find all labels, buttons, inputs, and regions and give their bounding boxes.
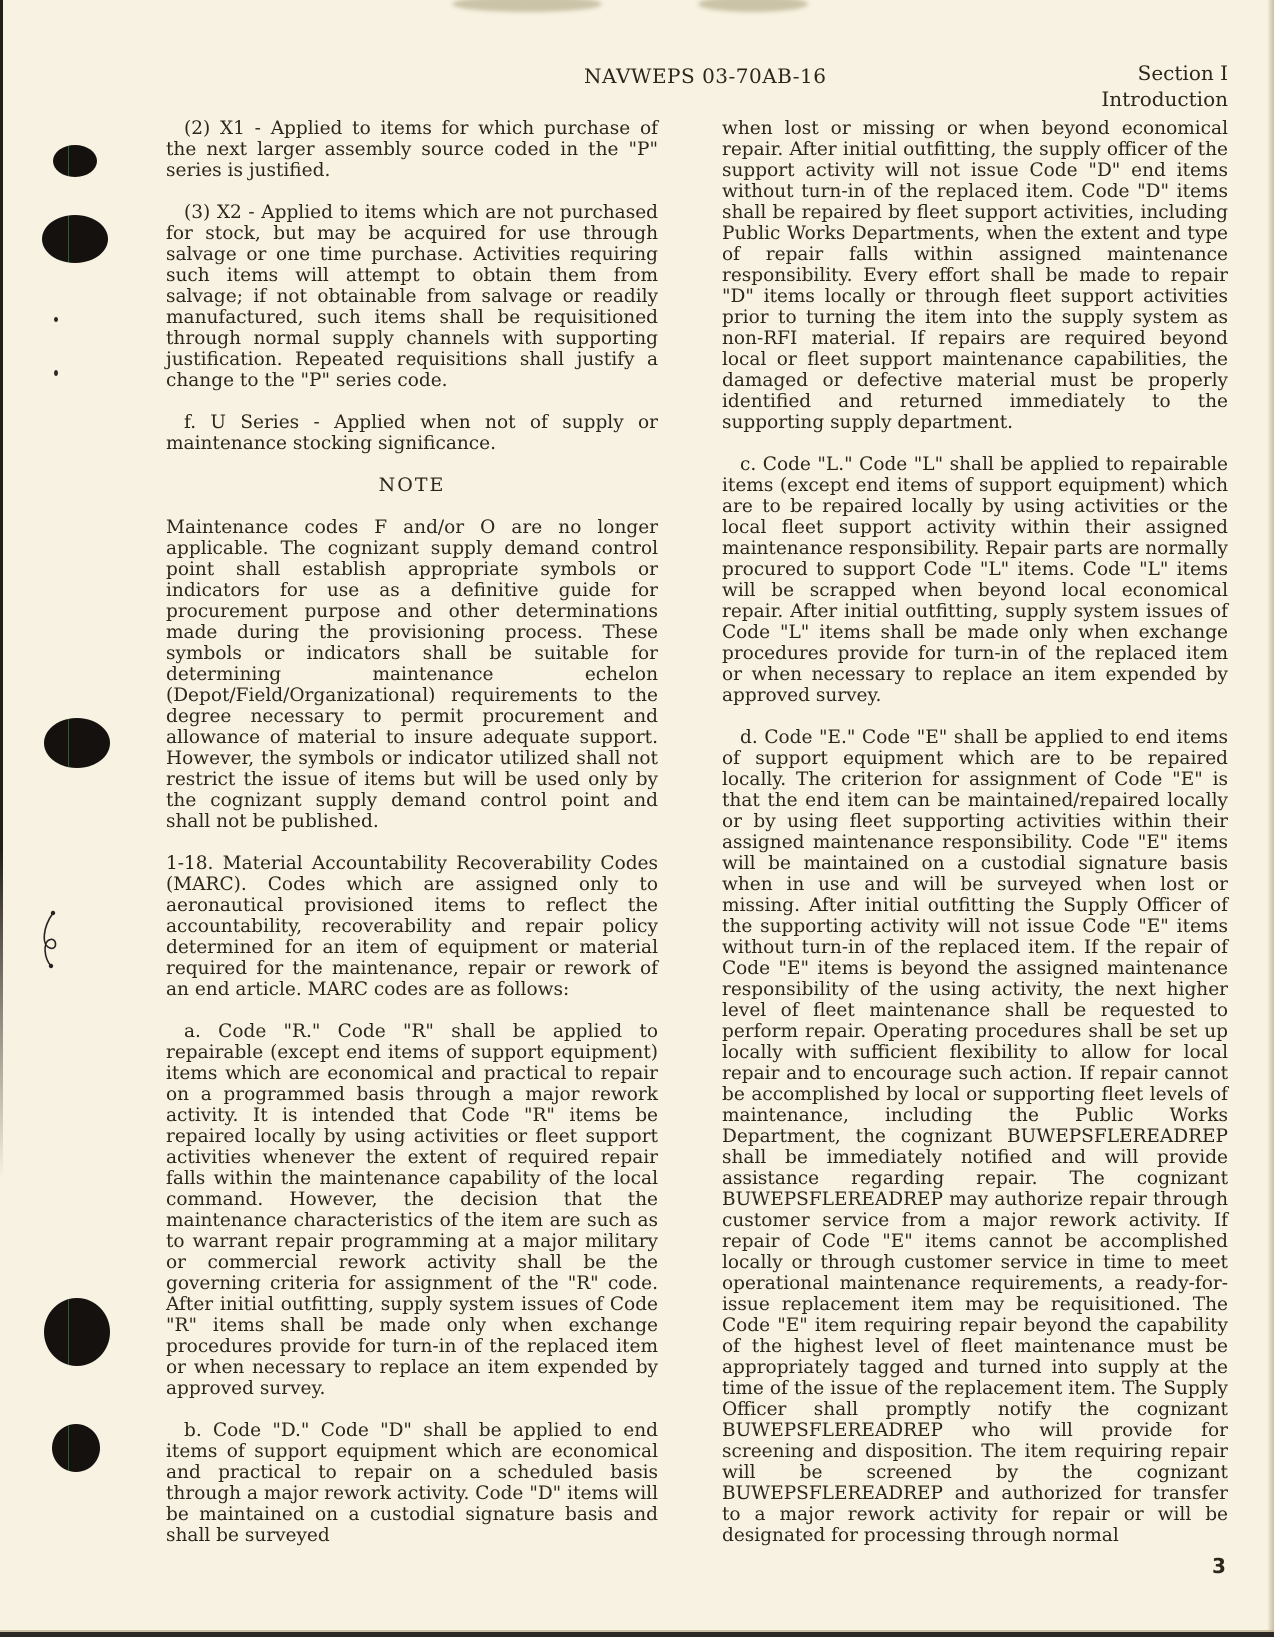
header-section-block <box>1101 60 1228 112</box>
top-smudge-stain <box>698 0 808 12</box>
punch-hole-icon <box>44 1298 110 1366</box>
paragraph-b-code-d-continued: when lost or missing or when beyond economical repair. After initial outfitting, the supply officer of the support activity will not issue Code "D" end items without turn-in of the replaced item. Code "D" items shall be repaired by fleet support activities, including Public Works Departments, when the extent and type of repair falls within assigned maintenance responsibility. Every effort shall be made to repair "D" items locally or through fleet support activities prior to turning the item into the supply system as non-RFI material. If repairs are required beyond local or fleet support maintenance capabilities, the damaged or defective material must be properly identified and returned immediately to the supporting supply department. <box>722 118 1228 433</box>
note-body: Maintenance codes F and/or O are no longer applicable. The cognizant supply demand control point shall establish appropriate symbols or indicators for use as a definitive guide for procurement purpose and other determinations made during the provisioning process. These symbols or indicators shall be suitable for determining maintenance echelon (Depot/Field/Organizational) requirements to the degree necessary to permit procurement and allowance of material to insure adequate support. However, the symbols or indicator utilized shall not restrict the issue of items but will be used only by the cognizant supply demand control point and shall not be published. <box>166 517 658 832</box>
right-column <box>722 118 1228 1567</box>
left-column <box>166 118 658 1567</box>
green-scan-line <box>68 718 69 768</box>
paragraph-c-code-l: c. Code "L." Code "L" shall be applied to repairable items (except end items of support equipment) which are to be repaired locally by using activities or the local fleet support activity within their assigned maintenance responsibility. Repair parts are normally procured to support Code "L" items. Code "L" items will be scrapped when beyond local economical repair. After initial outfitting, supply system issues of Code "L" items shall be made only when exchange procedures provide for turn-in of the replaced item or when necessary to replace an item expended by approved survey. <box>722 454 1228 706</box>
punch-hole-icon <box>44 718 110 768</box>
page-edge-left <box>0 0 3 1637</box>
paragraph-a-code-r: a. Code "R." Code "R" shall be applied to repairable (except end items of support equipment) items which are economical and practical to repair on a programmed basis through a major rework activity. It is intended that Code "R" items be repaired locally by using activities or fleet support activities whenever the extent of required repair falls within the maintenance capability of the local command. However, the decision that the maintenance characteristics of the item are such as to warrant repair programming at a major military or commercial rework activity shall be the governing criteria for assignment of the "R" code. After initial outfitting, supply system issues of Code "R" items shall be made only when exchange procedures provide for turn-in of the replaced item or when necessary to replace an item expended by approved survey. <box>166 1021 658 1399</box>
page-edge-right <box>1267 0 1274 1637</box>
paragraph-d-code-e: d. Code "E." Code "E" shall be applied to end items of support equipment which are to be repaired locally. The criterion for assignment of Code "E" is that the end item can be maintained/repaired locally or by using fleet supporting activities within their assigned maintenance responsibility. Code "E" items will be maintained on a custodial signature basis when in use and will be surveyed when lost or missing. After initial outfitting the Supply Officer of the supporting activity will not issue Code "E" items without turn-in of the replaced item. If the repair of Code "E" items is beyond the assigned maintenance responsibility of the using activity, the next higher level of fleet maintenance shall be requested to perform repair. Operating procedures shall be set up locally with sufficient flexibility to allow for local repair and to encourage such action. If repair cannot be accomplished by local or supporting fleet levels of maintenance, including the Public Works Department, the cognizant BUWEPSFLEREADREP shall be immediately notified and will provide assistance regarding repair. The cognizant BUWEPSFLEREADREP may authorize repair through customer service from a major rework activity. If repair of Code "E" items cannot be accomplished locally or through customer service in time to meet operational maintenance requirements, a ready-for-issue replacement item may be requisitioned. The Code "E" item requiring repair beyond the capability of the highest level of fleet maintenance must be appropriately tagged and turned into supply at the time of the issue of the replacement item. The Supply Officer shall promptly notify the cognizant BUWEPSFLEREADREP who will provide for screening and disposition. The item requiring repair will be screened by the cognizant BUWEPSFLEREADREP and authorized for transfer to a major rework activity for repair or will be designated for processing through normal <box>722 727 1228 1546</box>
note-heading: NOTE <box>378 474 446 496</box>
page-number: 3 <box>1212 1554 1226 1578</box>
page-edge-bottom <box>0 1632 1274 1637</box>
green-scan-line <box>68 1298 69 1366</box>
ink-speck <box>54 370 58 376</box>
punch-hole-icon <box>53 145 97 177</box>
header-subsection: Introduction <box>1101 87 1228 111</box>
green-scan-line <box>68 145 69 177</box>
header-doc-number: NAVWEPS 03-70AB-16 <box>584 64 827 88</box>
green-scan-line <box>68 215 69 263</box>
header-section: Section I <box>1137 61 1228 85</box>
paragraph-1-18-marc: 1-18. Material Accountability Recoverability Codes (MARC). Codes which are assigned only to aeronautical provisioned items to reflect the accountability, recoverability and repair policy determined for an item of equipment or material required for the maintenance, repair or rework of an end article. MARC codes are as follows: <box>166 853 658 1000</box>
punch-hole-icon <box>52 1424 100 1472</box>
pen-mark-icon <box>38 905 68 975</box>
ink-speck <box>54 317 58 322</box>
paragraph-b-code-d: b. Code "D." Code "D" shall be applied to end items of support equipment which are economical and practical to repair on a scheduled basis through a major rework activity. Code "D" items will be maintained on a custodial signature basis and shall be surveyed <box>166 1420 658 1546</box>
punch-hole-icon <box>42 215 108 263</box>
paragraph-f-u-series: f. U Series - Applied when not of supply or maintenance stocking significance. <box>166 412 658 454</box>
paragraph-2-x1: (2) X1 - Applied to items for which purchase of the next larger assembly source coded in the "P" series is justified. <box>166 118 658 181</box>
paragraph-3-x2: (3) X2 - Applied to items which are not purchased for stock, but may be acquired for use through salvage or one time purchase. Activities requiring such items will attempt to obtain them from salvage; if not obtainable from salvage or readily manufactured, such items shall be requisitioned through normal supply channels with supporting justification. Repeated requisitions shall justify a change to the "P" series code. <box>166 202 658 391</box>
green-scan-line <box>68 1424 69 1472</box>
top-smudge-stain <box>452 0 602 12</box>
